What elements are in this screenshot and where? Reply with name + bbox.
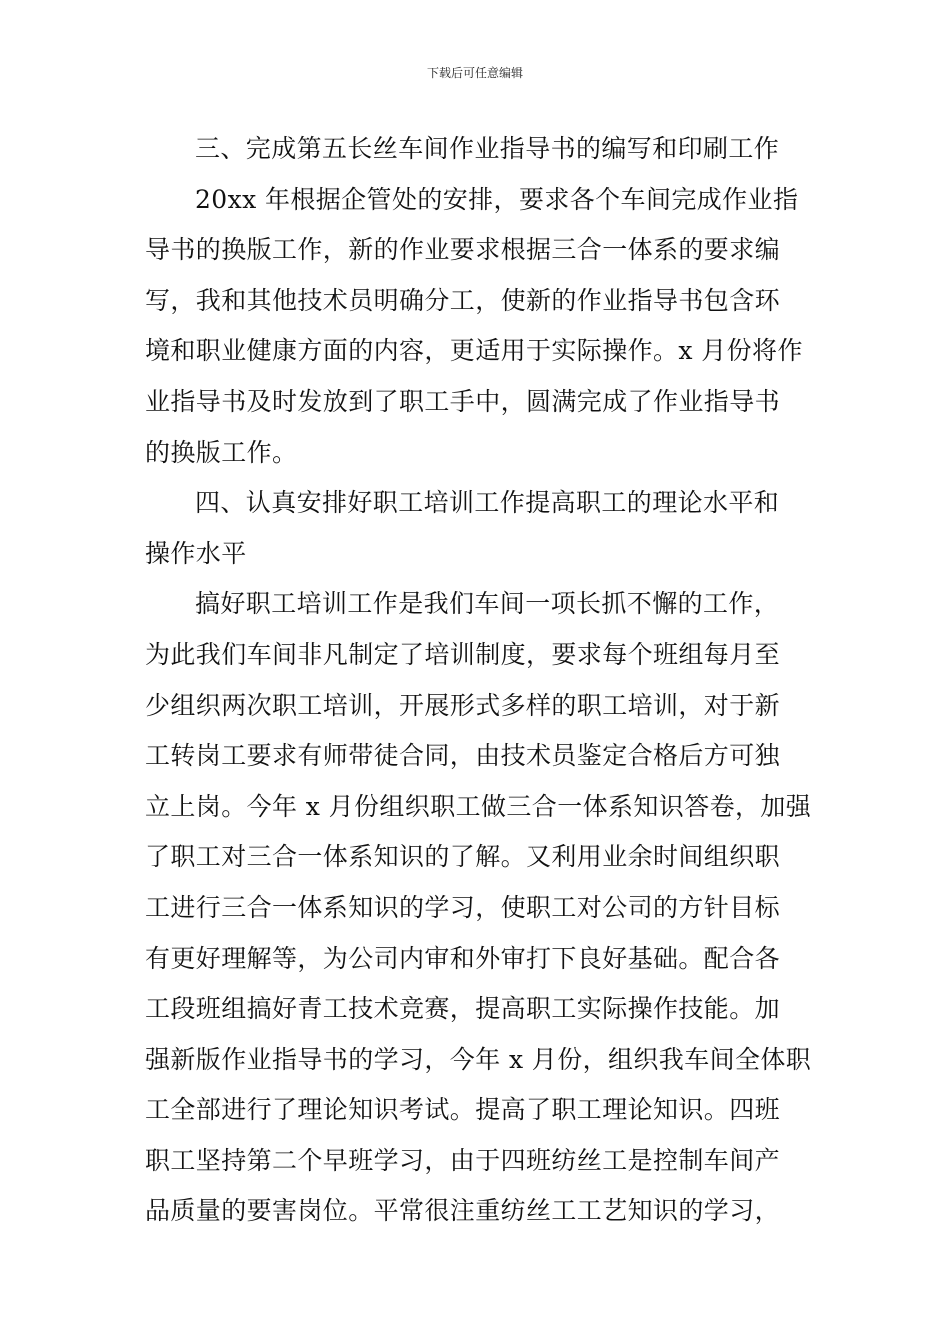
text-line: 导书的换版工作，新的作业要求根据三合一体系的要求编 <box>145 235 781 265</box>
text-line: 搞好职工培训工作是我们车间一项长抓不懈的工作， <box>195 589 780 619</box>
text-line: 的换版工作。 <box>145 437 298 467</box>
text-line: 业指导书及时发放到了职工手中，圆满完成了作业指导书 <box>145 386 781 416</box>
text-line: 操作水平 <box>145 538 247 568</box>
section-body-4 <box>145 579 811 1237</box>
text-line: 工转岗工要求有师带徒合同，由技术员鉴定合格后方可独 <box>145 741 781 771</box>
text-line: 四、认真安排好职工培训工作提高职工的理论水平和 <box>195 488 780 518</box>
text-line: 20xx 年根据企管处的安排，要求各个车间完成作业指 <box>195 184 799 214</box>
page-header: 下载后可任意编辑 <box>426 66 523 80</box>
section-body-3 <box>145 175 811 479</box>
text-line: 为此我们车间非凡制定了培训制度，要求每个班组每月至 <box>145 639 781 669</box>
section-heading-4 <box>145 478 811 579</box>
text-line: 三、完成第五长丝车间作业指导书的编写和印刷工作 <box>195 134 780 163</box>
text-line: 有更好理解等，为公司内审和外审打下良好基础。配合各 <box>145 943 781 973</box>
text-line: 写，我和其他技术员明确分工，使新的作业指导书包含环 <box>145 285 781 315</box>
text-line: 立上岗。今年 x 月份组织职工做三合一体系知识答卷，加强 <box>145 791 812 821</box>
text-line: 工进行三合一体系知识的学习，使职工对公司的方针目标 <box>145 892 781 922</box>
text-line: 少组织两次职工培训，开展形式多样的职工培训，对于新 <box>145 690 781 720</box>
text-line: 了职工对三合一体系知识的了解。又利用业余时间组织职 <box>145 842 781 872</box>
section-heading-3 <box>145 124 811 175</box>
text-line: 品质量的要害岗位。平常很注重纺丝工工艺知识的学习， <box>145 1196 781 1226</box>
text-line: 职工坚持第二个早班学习，由于四班纺丝工是控制车间产 <box>145 1145 781 1175</box>
text-line: 工全部进行了理论知识考试。提高了职工理论知识。四班 <box>145 1095 781 1125</box>
document-body <box>145 124 811 1237</box>
text-line: 工段班组搞好青工技术竞赛，提高职工实际操作技能。加 <box>145 994 781 1024</box>
text-line: 强新版作业指导书的学习，今年 x 月份，组织我车间全体职 <box>145 1044 812 1074</box>
text-line: 境和职业健康方面的内容，更适用于实际操作。x 月份将作 <box>145 336 803 366</box>
